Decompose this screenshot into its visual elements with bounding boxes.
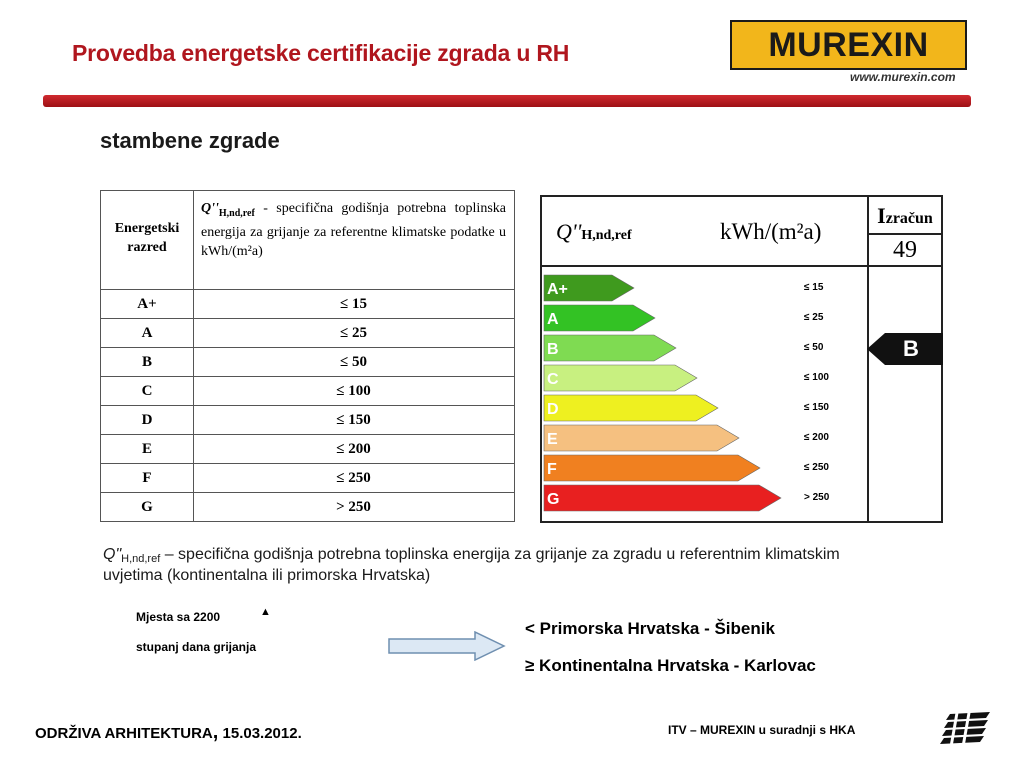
- section-subtitle: stambene zgrade: [100, 128, 280, 153]
- class-limit: > 250: [804, 492, 830, 503]
- mjesta-label: Mjesta sa 2200: [136, 610, 221, 624]
- rating-marker: [867, 333, 943, 365]
- izracun-value: 49: [869, 235, 941, 267]
- class-cell: G: [141, 499, 153, 515]
- value-cell: ≤ 150: [336, 412, 371, 428]
- q-symbol: Q": [103, 546, 122, 563]
- class-cell: D: [141, 412, 153, 428]
- value-cell: ≤ 50: [340, 354, 367, 370]
- header-line: razred: [127, 240, 167, 255]
- footer-comma: ,: [212, 721, 219, 743]
- q-symbol: Q'': [556, 219, 582, 244]
- energy-class-label: A: [547, 311, 559, 328]
- value-cell: ≤ 250: [336, 470, 371, 486]
- izracun-rest: zračun: [885, 210, 933, 227]
- q-subscript: H,nd,ref: [121, 553, 161, 565]
- table-row: [101, 348, 514, 377]
- table-header-class: [101, 219, 193, 257]
- value-cell: ≤ 25: [340, 325, 367, 341]
- class-limits: [542, 197, 867, 521]
- class-cell: B: [141, 354, 152, 370]
- class-limit: ≤ 150: [804, 402, 829, 413]
- energy-class-label: D: [547, 401, 559, 418]
- class-limit: ≤ 25: [804, 312, 824, 323]
- class-limit: ≤ 200: [804, 432, 829, 443]
- chart-unit: kWh/(m²a): [720, 219, 822, 244]
- footer-left: [35, 721, 302, 744]
- result-primorska: < Primorska Hrvatska - Šibenik: [525, 619, 775, 638]
- right-arrow-icon: [387, 631, 507, 661]
- class-limit: ≤ 50: [804, 342, 824, 353]
- class-cell: A: [141, 325, 153, 341]
- energy-class-label: C: [547, 371, 559, 388]
- footer-event: ODRŽIVA ARHITEKTURA: [35, 725, 213, 742]
- q-subscript: H,nd,ref: [581, 228, 632, 243]
- energy-class-label: B: [547, 341, 559, 358]
- class-limit: ≤ 15: [804, 282, 824, 293]
- class-limit: ≤ 250: [804, 462, 829, 473]
- logo-text: MUREXIN: [768, 26, 929, 64]
- result-kontinentalna: ≥ Kontinentalna Hrvatska - Karlovac: [525, 656, 816, 675]
- class-cell: A+: [137, 296, 157, 312]
- class-limit: ≤ 100: [804, 372, 829, 383]
- footer-date: 15.03.2012.: [218, 725, 302, 742]
- energy-class-label: G: [547, 491, 560, 508]
- table-row: [101, 406, 514, 435]
- stupanj-label: stupanj dana grijanja: [136, 640, 257, 654]
- description-text: [103, 545, 883, 586]
- page-title: Provedba energetske certifikacije zgrada u RH: [72, 40, 570, 66]
- header-line: Energetski: [114, 221, 180, 236]
- footer-right: ITV – MUREXIN u suradnji s HKA: [668, 723, 856, 737]
- table-row: [101, 493, 514, 522]
- header-divider: [43, 95, 971, 107]
- triangle-icon: ▲: [260, 606, 271, 618]
- energy-class-label: F: [547, 461, 557, 478]
- table-header-description: [201, 199, 506, 261]
- value-cell: > 250: [336, 499, 371, 515]
- value-cell: ≤ 15: [340, 296, 367, 312]
- table-row: [101, 290, 514, 319]
- energy-rating-chart: [540, 195, 943, 523]
- class-cell: F: [142, 470, 152, 486]
- table-row: [101, 377, 514, 406]
- header-text: - specifična godišnja potrebna toplinska energija za grijanje za referentne klimatske podatke u kWh/(m²a): [201, 201, 506, 259]
- table-row: [101, 435, 514, 464]
- description-body: – specifična godišnja potrebna toplinska energija za grijanje za zgradu u referentnim klimatskim uvjetima (kontinentalna ili primorska Hrvatska): [103, 546, 840, 584]
- q-subscript: H,nd,ref: [218, 207, 255, 219]
- energy-class-label: A+: [547, 281, 568, 298]
- energy-class-table: [100, 190, 515, 522]
- murexin-logo: [730, 20, 967, 70]
- q-symbol: Q'': [201, 201, 219, 216]
- class-cell: E: [141, 441, 152, 457]
- rating-label: B: [903, 336, 919, 361]
- value-cell: ≤ 100: [336, 383, 371, 399]
- izracun-initial: I: [877, 203, 886, 228]
- energy-class-label: E: [547, 431, 558, 448]
- izracun-header: [869, 197, 941, 235]
- class-cell: C: [141, 383, 153, 399]
- value-cell: ≤ 200: [336, 441, 371, 457]
- table-row: [101, 464, 514, 493]
- hka-logo-icon: [940, 710, 992, 746]
- table-row: [101, 319, 514, 348]
- logo-url: www.murexin.com: [850, 70, 956, 84]
